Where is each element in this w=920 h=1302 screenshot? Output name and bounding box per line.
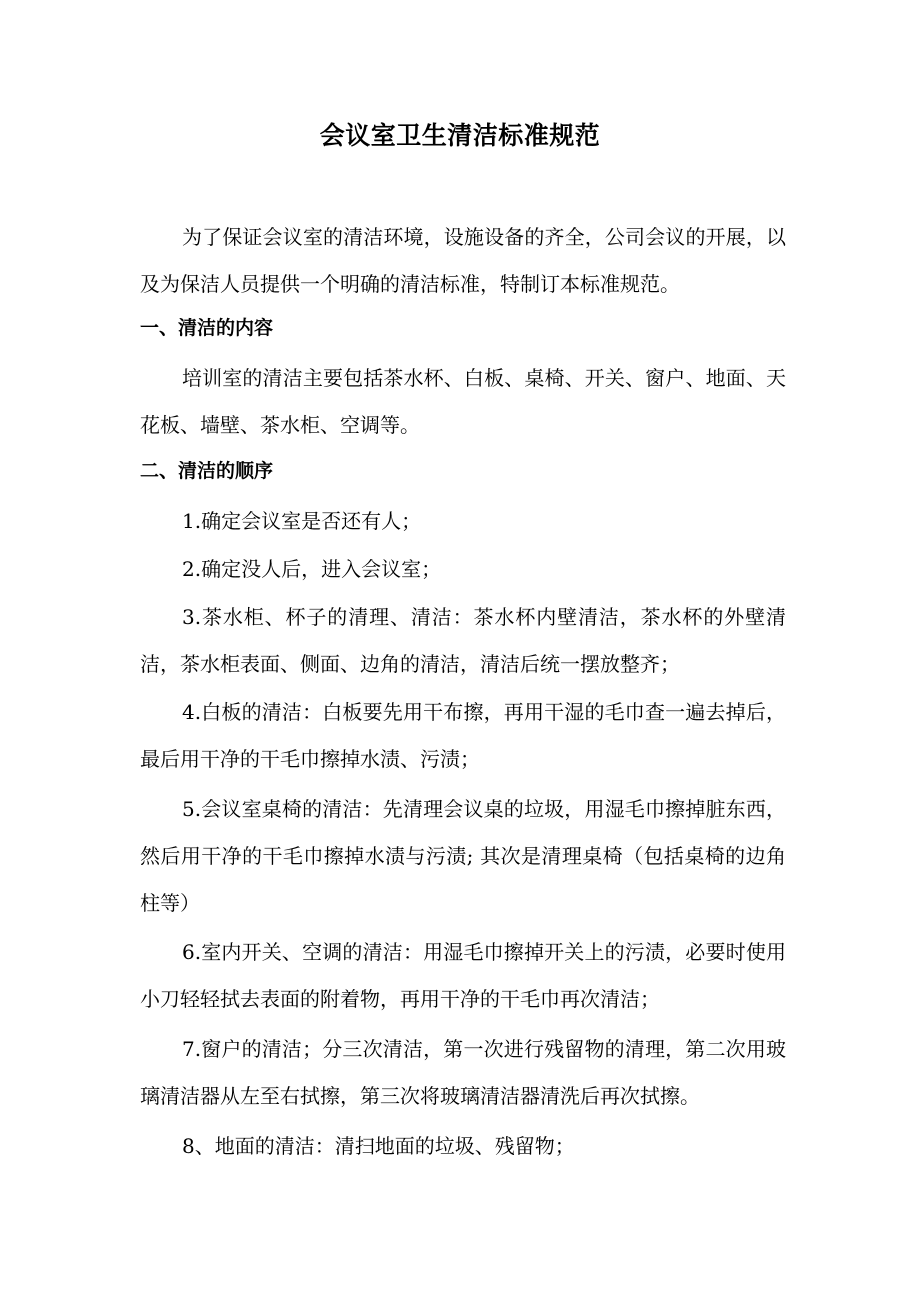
list-item-4: 4.白板的清洁：白板要先用干布擦，再用干湿的毛巾查一遍去掉后，最后用干净的干毛巾擦掉水渍、污渍； <box>140 700 786 771</box>
list-item-7: 7.窗户的清洁；分三次清洁，第一次进行残留物的清理，第二次用玻璃清洁器从左至右拭擦，第三次将玻璃清洁器清洗后再次拭擦。 <box>140 1037 786 1108</box>
section-content-paragraph: 培训室的清洁主要包括茶水杯、白板、桌椅、开关、窗户、地面、天花板、墙壁、茶水柜、空调等。 <box>140 366 786 437</box>
section-heading-order: 二、清洁的顺序 <box>140 460 274 482</box>
section-heading-content: 一、清洁的内容 <box>140 317 274 339</box>
list-item-3: 3.茶水柜、杯子的清理、清洁：茶水杯内壁清洁，茶水杯的外壁清洁，茶水柜表面、侧面、边角的清洁，清洁后统一摆放整齐； <box>140 605 786 676</box>
list-item-2: 2.确定没人后，进入会议室； <box>182 557 442 581</box>
list-item-5: 5.会议室桌椅的清洁：先清理会议桌的垃圾，用湿毛巾擦掉脏东西，然后用干净的干毛巾擦掉水渍与污渍; 其次是清理桌椅（包括桌椅的边角柱等） <box>140 797 786 915</box>
list-item-8: 8、地面的清洁：清扫地面的垃圾、残留物； <box>182 1134 575 1158</box>
document-title: 会议室卫生清洁标准规范 <box>319 121 601 150</box>
list-item-1: 1.确定会议室是否还有人； <box>182 509 422 533</box>
intro-paragraph: 为了保证会议室的清洁环境，设施设备的齐全，公司会议的开展，以及为保洁人员提供一个明确的清洁标准，特制订本标准规范。 <box>140 225 786 296</box>
list-item-6: 6.室内开关、空调的清洁：用湿毛巾擦掉开关上的污渍，必要时使用小刀轻轻拭去表面的附着物，再用干净的干毛巾再次清洁； <box>140 940 786 1011</box>
